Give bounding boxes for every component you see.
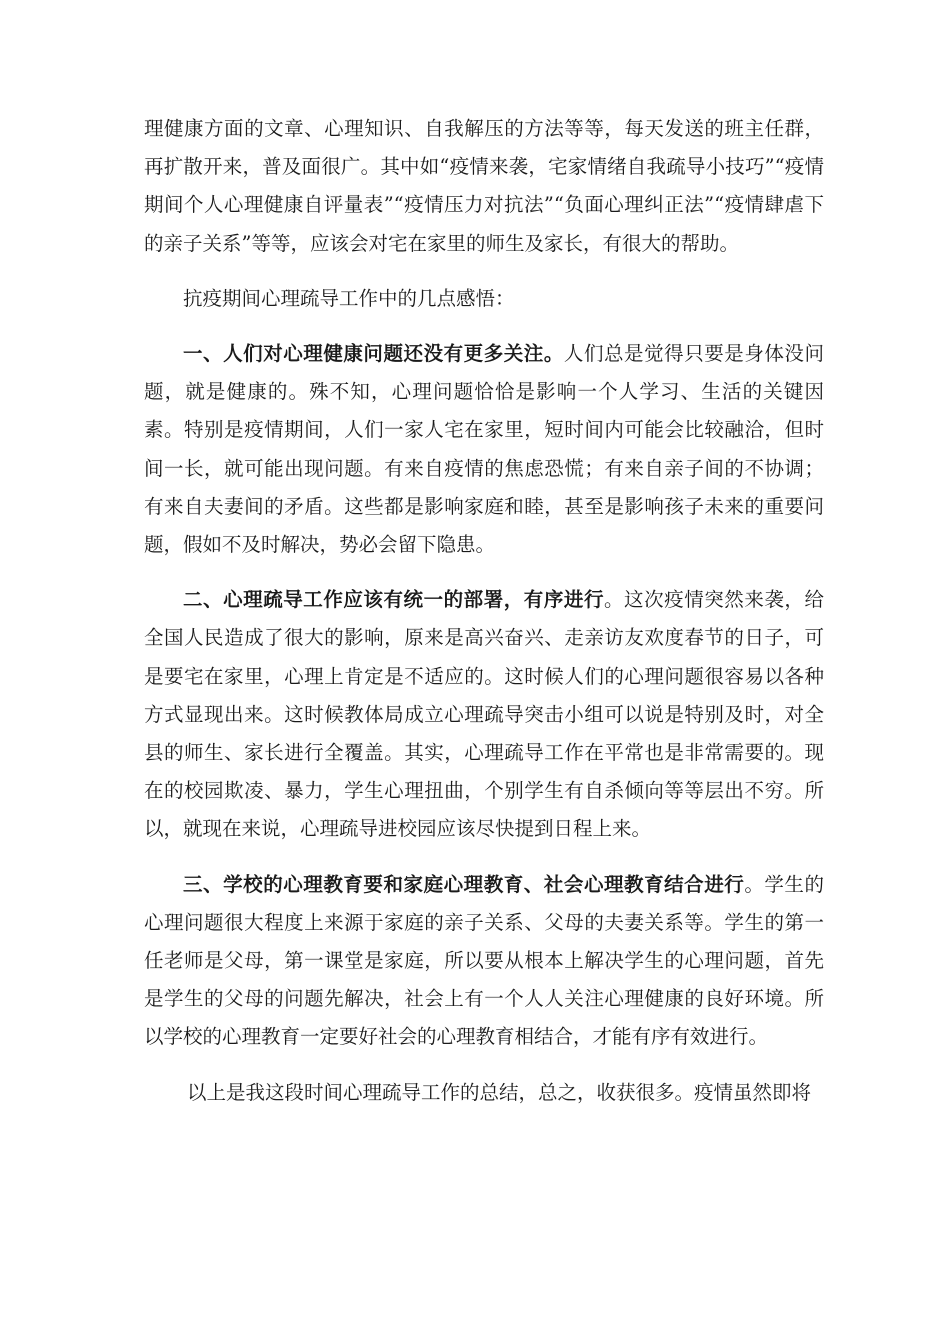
paragraph-point-one <box>144 335 824 564</box>
paragraph-summary: 以上是我这段时间心理疏导工作的总结，总之，收获很多。疫情虽然即将 <box>187 1080 812 1104</box>
point-two-text: 。这次疫情突然来袭，给全国人民造成了很大的影响，原来是高兴奋兴、走亲访友欢度春节的日子，可是要宅在家里，心理上肯定是不适应的。这时候人们的心理问题很容易以各种方式显现出来。这时候教体局成立心理疏导突击小组可以说是特别及时，对全县的师生、家长进行全覆盖。其实，心理疏导工作在平常也是非常需要的。现在的校园欺凌、暴力，学生心理扭曲，个别学生有自杀倾向等等层出不穷。所以，就现在来说，心理疏导进校园应该尽快提到日程上来。 <box>144 588 824 841</box>
document-body <box>144 110 824 1112</box>
point-three-text: 。学生的心理问题很大程度上来源于家庭的亲子关系、父母的夫妻关系等。学生的第一任老师是父母，第一课堂是家庭，所以要从根本上解决学生的心理问题，首先是学生的父母的问题先解决，社会上有一个人人关注心理健康的良好环境。所以学校的心理教育一定要好社会的心理教育相结合，才能有序有效进行。 <box>144 872 824 1049</box>
point-one-heading: 一、人们对心理健康问题还没有更多关注。 <box>183 342 564 366</box>
paragraph-point-three <box>144 866 824 1057</box>
point-two-heading: 二、心理疏导工作应该有统一的部署，有序进行 <box>183 588 604 612</box>
point-three-heading: 三、学校的心理教育要和家庭心理教育、社会心理教育结合进行 <box>183 872 745 896</box>
point-one-text: 人们总是觉得只要是身体没问题，就是健康的。殊不知，心理问题恰恰是影响一个人学习、生活的关键因素。特别是疫情期间，人们一家人宅在家里，短时间内可能会比较融洽，但时间一长，就可能出现问题。有来自疫情的焦虑恐慌；有来自亲子间的不协调；有来自夫妻间的矛盾。这些都是影响家庭和睦，甚至是影响孩子未来的重要问题，假如不及时解决，势必会留下隐患。 <box>144 342 824 557</box>
paragraph-continuation: 理健康方面的文章、心理知识、自我解压的方法等等，每天发送的班主任群，再扩散开来，普及面很广。其中如“疫情来袭，宅家情绪自我疏导小技巧”“疫情期间个人心理健康自评量表”“疫情压力对抗法”“负面心理纠正法”“疫情肆虐下的亲子关系”等等，应该会对宅在家里的师生及家长，有很大的帮助。 <box>144 117 824 255</box>
paragraph-insights-intro: 抗疫期间心理疏导工作中的几点感悟： <box>183 286 515 310</box>
paragraph-point-two <box>144 581 824 848</box>
